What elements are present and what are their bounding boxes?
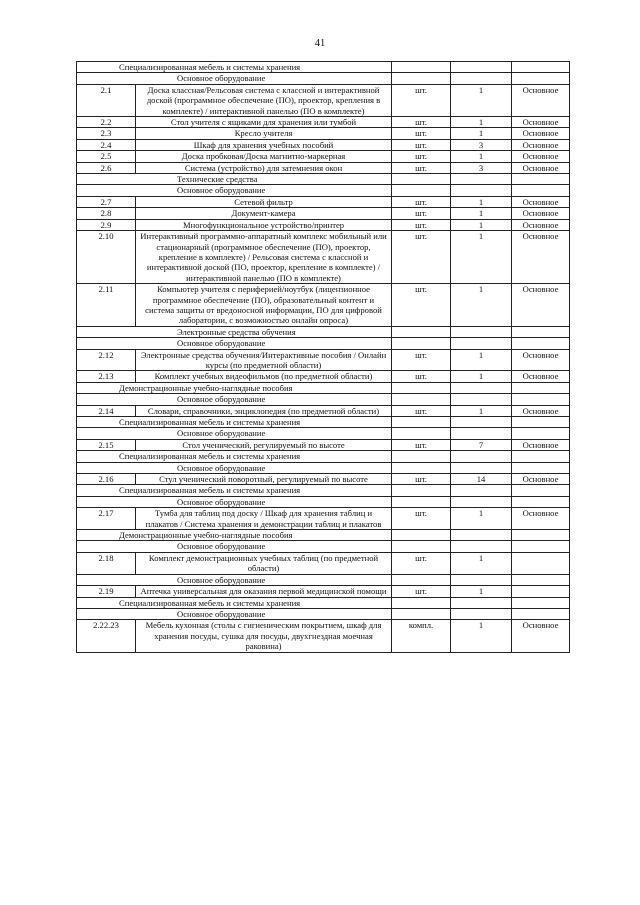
cell-qty: 1 — [451, 128, 512, 139]
cell-num: 2.22.23 — [77, 620, 136, 652]
empty-cell — [512, 451, 570, 462]
equipment-table-body — [77, 62, 570, 653]
section-row — [77, 530, 570, 541]
cell-num: 2.13 — [77, 371, 136, 382]
cell-type: Основное — [512, 139, 570, 150]
page-number: 41 — [314, 38, 326, 49]
empty-cell — [451, 326, 512, 337]
cell-name: Документ-камера — [136, 208, 392, 219]
section-title: Основное оборудование — [77, 394, 392, 405]
empty-cell — [451, 417, 512, 428]
section-title: Основное оборудование — [77, 574, 392, 585]
cell-unit: шт. — [392, 219, 451, 230]
cell-num: 2.15 — [77, 439, 136, 450]
cell-unit: шт. — [392, 474, 451, 485]
section-title: Специализированная мебель и системы хранения — [77, 451, 392, 462]
cell-num: 2.6 — [77, 162, 136, 173]
cell-num: 2.11 — [77, 284, 136, 327]
cell-unit: шт. — [392, 139, 451, 150]
cell-num: 2.2 — [77, 117, 136, 128]
cell-qty: 1 — [451, 508, 512, 530]
cell-unit: шт. — [392, 284, 451, 327]
cell-type: Основное — [512, 151, 570, 162]
cell-unit: шт. — [392, 231, 451, 284]
cell-qty: 1 — [451, 552, 512, 574]
table-row — [77, 208, 570, 219]
cell-type — [512, 552, 570, 574]
section-title: Специализированная мебель и системы хранения — [77, 485, 392, 496]
section-row — [77, 574, 570, 585]
cell-num: 2.4 — [77, 139, 136, 150]
cell-qty: 1 — [451, 620, 512, 652]
empty-cell — [451, 185, 512, 196]
cell-type: Основное — [512, 208, 570, 219]
empty-cell — [451, 394, 512, 405]
cell-type: Основное — [512, 231, 570, 284]
empty-cell — [392, 574, 451, 585]
section-title: Электронные средства обучения — [77, 326, 392, 337]
empty-cell — [392, 608, 451, 619]
cell-type: Основное — [512, 84, 570, 116]
section-row — [77, 62, 570, 73]
empty-cell — [451, 597, 512, 608]
cell-qty: 14 — [451, 474, 512, 485]
empty-cell — [392, 62, 451, 73]
section-row — [77, 597, 570, 608]
cell-qty: 1 — [451, 84, 512, 116]
empty-cell — [512, 326, 570, 337]
cell-name: Многофункциональное устройство/принтер — [136, 219, 392, 230]
section-row — [77, 451, 570, 462]
section-row — [77, 185, 570, 196]
table-row — [77, 284, 570, 327]
cell-name: Стул ученический поворотный, регулируемый по высоте — [136, 474, 392, 485]
empty-cell — [512, 541, 570, 552]
cell-num: 2.14 — [77, 405, 136, 416]
section-title: Специализированная мебель и системы хранения — [77, 62, 392, 73]
empty-cell — [392, 417, 451, 428]
cell-qty: 1 — [451, 405, 512, 416]
cell-type: Основное — [512, 439, 570, 450]
cell-type: Основное — [512, 284, 570, 327]
table-row — [77, 151, 570, 162]
table-row — [77, 371, 570, 382]
cell-unit: шт. — [392, 586, 451, 597]
cell-name: Кресло учителя — [136, 128, 392, 139]
table-row — [77, 128, 570, 139]
cell-name: Интерактивный программно-аппаратный комплекс мобильный или стационарный (программное обеспечение (ПО), проектор, крепление в комплекте) / Рельсовая система с классной и интерактивной доской (ПО, проектор, крепление в комплекте) / интерактивной панелью (ПО в комплекте) — [136, 231, 392, 284]
section-row — [77, 338, 570, 349]
table-row — [77, 84, 570, 116]
empty-cell — [512, 597, 570, 608]
cell-type: Основное — [512, 371, 570, 382]
cell-num: 2.17 — [77, 508, 136, 530]
cell-qty: 1 — [451, 196, 512, 207]
cell-unit: шт. — [392, 508, 451, 530]
table-row — [77, 162, 570, 173]
section-title: Основное оборудование — [77, 462, 392, 473]
cell-name: Доска классная/Рельсовая система с классной и интерактивной доской (программное обеспечение (ПО), проектор, крепления в комплекте) / интерактивной панелью (ПО в комплекте) — [136, 84, 392, 116]
empty-cell — [512, 428, 570, 439]
section-title: Специализированная мебель и системы хранения — [77, 417, 392, 428]
empty-cell — [451, 382, 512, 393]
empty-cell — [451, 608, 512, 619]
empty-cell — [512, 185, 570, 196]
section-title: Демонстрационные учебно-наглядные пособия — [77, 382, 392, 393]
empty-cell — [392, 451, 451, 462]
cell-type: Основное — [512, 474, 570, 485]
cell-type: Основное — [512, 620, 570, 652]
cell-name: Мебель кухонная (столы с гигиеническим покрытием, шкаф для хранения посуды, сушка для посуды, двухгнездная моечная раковина) — [136, 620, 392, 652]
empty-cell — [392, 597, 451, 608]
cell-name: Стол ученический, регулируемый по высоте — [136, 439, 392, 450]
empty-cell — [451, 496, 512, 507]
section-row — [77, 496, 570, 507]
section-row — [77, 174, 570, 185]
section-row — [77, 608, 570, 619]
cell-qty: 1 — [451, 219, 512, 230]
empty-cell — [392, 185, 451, 196]
cell-num: 2.12 — [77, 349, 136, 371]
table-row — [77, 231, 570, 284]
cell-name: Шкаф для хранения учебных пособий — [136, 139, 392, 150]
table-row — [77, 474, 570, 485]
cell-qty: 1 — [451, 349, 512, 371]
empty-cell — [512, 485, 570, 496]
cell-unit: шт. — [392, 371, 451, 382]
empty-cell — [451, 485, 512, 496]
empty-cell — [392, 496, 451, 507]
empty-cell — [392, 394, 451, 405]
cell-qty: 1 — [451, 371, 512, 382]
cell-name: Компьютер учителя с периферией/ноутбук (лицензионное программное обеспечение (ПО), образовательный контент и система защиты от вредоносной информации, ПО для цифровой лаборатории, с возможностью онлайн опроса) — [136, 284, 392, 327]
table-row — [77, 139, 570, 150]
cell-name: Сетевой фильтр — [136, 196, 392, 207]
empty-cell — [512, 338, 570, 349]
section-title: Специализированная мебель и системы хранения — [77, 597, 392, 608]
section-title: Основное оборудование — [77, 338, 392, 349]
empty-cell — [451, 574, 512, 585]
cell-qty: 1 — [451, 586, 512, 597]
section-row — [77, 462, 570, 473]
empty-cell — [512, 62, 570, 73]
cell-type: Основное — [512, 508, 570, 530]
section-row — [77, 485, 570, 496]
empty-cell — [392, 338, 451, 349]
empty-cell — [392, 530, 451, 541]
cell-unit: шт. — [392, 196, 451, 207]
empty-cell — [451, 541, 512, 552]
section-title: Основное оборудование — [77, 185, 392, 196]
empty-cell — [512, 382, 570, 393]
cell-type: Основное — [512, 349, 570, 371]
table-row — [77, 508, 570, 530]
empty-cell — [392, 541, 451, 552]
cell-name: Комплект демонстрационных учебных таблиц (по предметной области) — [136, 552, 392, 574]
cell-type — [512, 586, 570, 597]
cell-num: 2.5 — [77, 151, 136, 162]
cell-name: Тумба для таблиц под доску / Шкаф для хранения таблиц и плакатов / Система хранения и демонстрации таблиц и плакатов — [136, 508, 392, 530]
table-row — [77, 439, 570, 450]
cell-qty: 3 — [451, 139, 512, 150]
empty-cell — [451, 462, 512, 473]
cell-num: 2.7 — [77, 196, 136, 207]
cell-unit: шт. — [392, 405, 451, 416]
section-row — [77, 73, 570, 84]
empty-cell — [451, 338, 512, 349]
cell-unit: шт. — [392, 349, 451, 371]
cell-num: 2.8 — [77, 208, 136, 219]
section-row — [77, 428, 570, 439]
empty-cell — [512, 417, 570, 428]
empty-cell — [512, 73, 570, 84]
empty-cell — [512, 530, 570, 541]
cell-num: 2.18 — [77, 552, 136, 574]
section-title: Демонстрационные учебно-наглядные пособия — [77, 530, 392, 541]
cell-qty: 7 — [451, 439, 512, 450]
cell-type: Основное — [512, 128, 570, 139]
section-title: Технические средства — [77, 174, 392, 185]
cell-unit: шт. — [392, 552, 451, 574]
empty-cell — [512, 394, 570, 405]
cell-name: Стол учителя с ящиками для хранения или тумбой — [136, 117, 392, 128]
cell-unit: шт. — [392, 162, 451, 173]
cell-name: Электронные средства обучения/Интерактивные пособия / Онлайн курсы (по предметной области) — [136, 349, 392, 371]
cell-qty: 1 — [451, 117, 512, 128]
empty-cell — [392, 428, 451, 439]
empty-cell — [512, 574, 570, 585]
empty-cell — [451, 451, 512, 462]
empty-cell — [392, 73, 451, 84]
empty-cell — [392, 326, 451, 337]
empty-cell — [512, 462, 570, 473]
section-row — [77, 382, 570, 393]
section-title: Основное оборудование — [77, 496, 392, 507]
cell-unit: шт. — [392, 84, 451, 116]
cell-type: Основное — [512, 405, 570, 416]
cell-num: 2.10 — [77, 231, 136, 284]
cell-num: 2.1 — [77, 84, 136, 116]
cell-name: Доска пробковая/Доска магнитно-маркерная — [136, 151, 392, 162]
cell-unit: шт. — [392, 128, 451, 139]
section-row — [77, 326, 570, 337]
table-row — [77, 219, 570, 230]
cell-unit: шт. — [392, 151, 451, 162]
empty-cell — [392, 485, 451, 496]
empty-cell — [512, 608, 570, 619]
cell-qty: 1 — [451, 231, 512, 284]
cell-type: Основное — [512, 219, 570, 230]
section-title: Основное оборудование — [77, 608, 392, 619]
section-row — [77, 541, 570, 552]
table-row — [77, 620, 570, 652]
cell-qty: 1 — [451, 151, 512, 162]
empty-cell — [392, 382, 451, 393]
cell-num: 2.19 — [77, 586, 136, 597]
cell-name: Аптечка универсальная для оказания первой медицинской помощи — [136, 586, 392, 597]
cell-unit: шт. — [392, 117, 451, 128]
equipment-table — [76, 61, 570, 653]
table-row — [77, 117, 570, 128]
cell-unit: шт. — [392, 439, 451, 450]
cell-unit: шт. — [392, 208, 451, 219]
table-row — [77, 349, 570, 371]
cell-qty: 3 — [451, 162, 512, 173]
empty-cell — [451, 174, 512, 185]
cell-num: 2.9 — [77, 219, 136, 230]
cell-type: Основное — [512, 117, 570, 128]
cell-qty: 1 — [451, 284, 512, 327]
section-title: Основное оборудование — [77, 73, 392, 84]
table-row — [77, 552, 570, 574]
empty-cell — [451, 62, 512, 73]
table-row — [77, 196, 570, 207]
table-row — [77, 586, 570, 597]
empty-cell — [451, 530, 512, 541]
empty-cell — [392, 462, 451, 473]
empty-cell — [392, 174, 451, 185]
empty-cell — [512, 496, 570, 507]
section-title: Основное оборудование — [77, 428, 392, 439]
cell-name: Комплект учебных видеофильмов (по предметной области) — [136, 371, 392, 382]
empty-cell — [451, 73, 512, 84]
table-row — [77, 405, 570, 416]
cell-type: Основное — [512, 162, 570, 173]
section-row — [77, 394, 570, 405]
section-title: Основное оборудование — [77, 541, 392, 552]
cell-name: Система (устройство) для затемнения окон — [136, 162, 392, 173]
empty-cell — [512, 174, 570, 185]
cell-num: 2.3 — [77, 128, 136, 139]
cell-num: 2.16 — [77, 474, 136, 485]
cell-unit: компл. — [392, 620, 451, 652]
cell-type: Основное — [512, 196, 570, 207]
empty-cell — [451, 428, 512, 439]
cell-name: Словари, справочники, энциклопедия (по предметной области) — [136, 405, 392, 416]
cell-qty: 1 — [451, 208, 512, 219]
section-row — [77, 417, 570, 428]
